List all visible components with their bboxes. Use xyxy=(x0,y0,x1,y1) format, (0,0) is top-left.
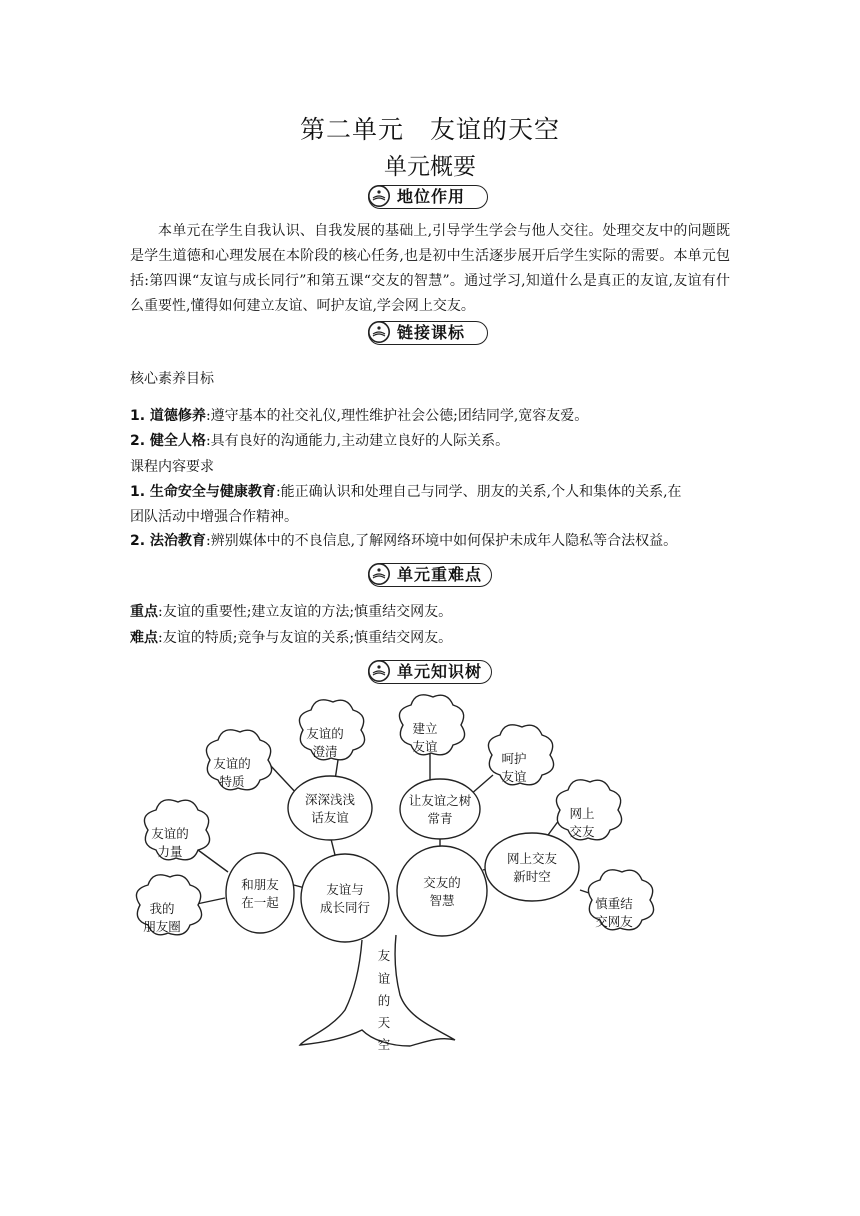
topic-circle-evergreen xyxy=(400,779,480,839)
trunk-char-3: 的 xyxy=(377,993,391,1008)
course-item-1: 1. 生命安全与健康教育:能正确认识和处理自己与同学、朋友的关系,个人和集体的关系,在 xyxy=(130,484,682,500)
course-item-2: 2. 法治教育:辨别媒体中的不良信息,了解网络环境中如何保护未成年人隐私等合法权益。 xyxy=(130,533,678,549)
topic-label-evergreen: 让友谊之树常青 xyxy=(408,793,472,826)
topic-circle-talk xyxy=(288,776,372,840)
leaf-label-8: 慎重结交网友 xyxy=(595,896,633,929)
leaf-label-1: 我的朋友圈 xyxy=(143,901,181,934)
topic-label-online: 网上交友新时空 xyxy=(506,851,558,884)
trunk-char-1: 友 xyxy=(377,948,391,963)
unit-title: 第二单元 友谊的天空 xyxy=(299,115,560,144)
key-point: 重点:友谊的重要性;建立友谊的方法;慎重结交网友。 xyxy=(130,604,453,620)
section-label-tree: 单元知识树 xyxy=(397,662,483,681)
lesson-circle-5 xyxy=(397,846,487,936)
course-heading: 课程内容要求 xyxy=(130,459,214,475)
leaf-label-3: 友谊的特质 xyxy=(213,756,251,789)
lesson-label-4: 友谊与成长同行 xyxy=(319,882,371,915)
leaf-label-4: 友谊的澄清 xyxy=(306,726,344,759)
topic-label-friends: 和朋友在一起 xyxy=(241,877,279,910)
course-item-1-cont: 团队活动中增强合作精神。 xyxy=(130,509,298,525)
intro-paragraph: 本单元在学生自我认识、自我发展的基础上,引导学生学会与他人交往。处理交友中的问题既是学生道德和心理发展在本阶段的核心任务,也是初中生活逐步展开后学生实际的需要。本单元包括:第四课“友谊与成长同行”和第五课“交友的智慧”。通过学习,知道什么是真正的友谊,友谊有什么重要性,懂得如何建立友谊、呵护友谊,学会网上交友。 xyxy=(130,223,730,314)
topic-circle-online xyxy=(485,833,579,901)
trunk-char-2: 谊 xyxy=(377,971,391,986)
leaf-label-6: 呵护友谊 xyxy=(501,751,527,784)
core-heading: 核心素养目标 xyxy=(130,371,214,387)
topic-circle-friends xyxy=(226,853,294,933)
core-item-1: 1. 道德修养:遵守基本的社交礼仪,理性维护社会公德;团结同学,宽容友爱。 xyxy=(130,408,589,424)
trunk-char-5: 空 xyxy=(377,1037,391,1052)
section-label-keypoints: 单元重难点 xyxy=(397,565,483,584)
section-label-position: 地位作用 xyxy=(397,187,466,206)
trunk-char-4: 天 xyxy=(377,1015,391,1030)
leaf-label-5: 建立友谊 xyxy=(412,721,438,754)
difficult-point: 难点:友谊的特质;竞争与友谊的关系;慎重结交网友。 xyxy=(130,630,453,646)
lesson-circle-4 xyxy=(301,854,389,942)
lesson-label-5: 交友的智慧 xyxy=(423,875,461,908)
leaf-label-2: 友谊的力量 xyxy=(151,826,189,859)
section-label-standards: 链接课标 xyxy=(397,323,466,342)
leaf-label-7: 网上交友 xyxy=(569,806,595,839)
core-item-2: 2. 健全人格:具有良好的沟通能力,主动建立良好的人际关系。 xyxy=(130,433,510,449)
unit-subtitle: 单元概要 xyxy=(384,154,476,180)
topic-label-talk: 深深浅浅话友谊 xyxy=(304,792,356,825)
